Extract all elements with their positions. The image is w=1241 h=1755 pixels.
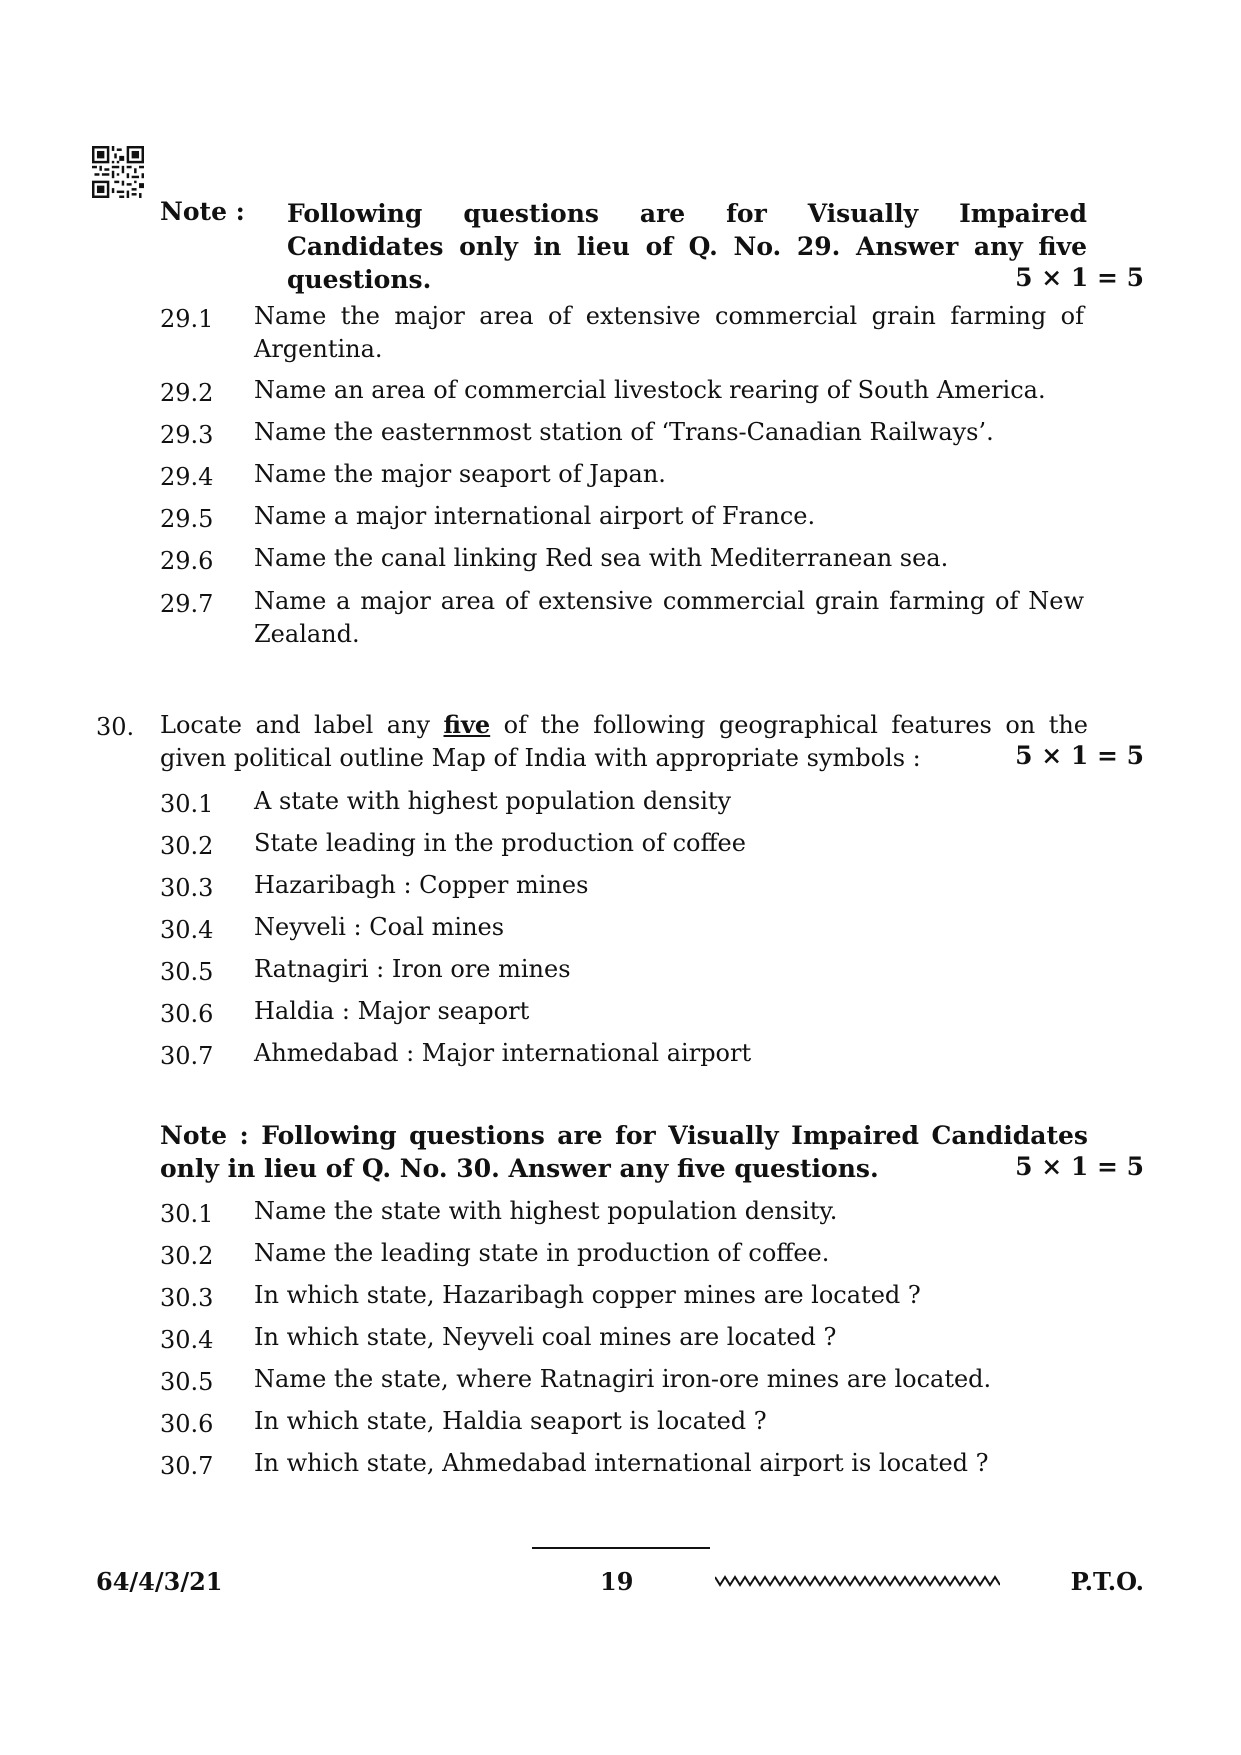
paper-code: 64/4/3/21: [96, 1567, 223, 1596]
question-text: In which state, Ahmedabad international airport is located ?: [254, 1449, 989, 1477]
question-number: 30.2: [160, 1242, 214, 1270]
question-30-emphasis: five: [443, 710, 491, 739]
question-number: 29.5: [160, 505, 214, 533]
question-number: 30.1: [160, 1200, 214, 1228]
question-number: 30.5: [160, 1368, 214, 1396]
question-number: 30.1: [160, 790, 214, 818]
question-text: Name a major international airport of France.: [254, 502, 816, 530]
question-text: In which state, Haldia seaport is located ?: [254, 1407, 767, 1435]
question-text: Ahmedabad : Major international airport: [254, 1039, 752, 1067]
note-30-text: Note : Following questions are for Visually Impaired Candidates only in lieu of Q. No. 30. Answer any five questions.: [160, 1121, 1088, 1183]
question-30-text-before: Locate and label any: [160, 711, 444, 739]
question-30-text: [160, 708, 1088, 775]
question-text: Haldia : Major seaport: [254, 997, 530, 1025]
question-number: 30.2: [160, 832, 214, 860]
question-number: 30.3: [160, 1284, 214, 1312]
question-text: Name a major area of extensive commercial grain farming of New Zealand.: [254, 587, 1084, 648]
question-text: In which state, Neyveli coal mines are located ?: [254, 1323, 837, 1351]
question-text: State leading in the production of coffee: [254, 829, 746, 857]
note-label: Note :: [160, 197, 245, 226]
question-number: 29.3: [160, 421, 214, 449]
question-text: A state with highest population density: [254, 787, 732, 815]
question-text: In which state, Hazaribagh copper mines are located ?: [254, 1281, 921, 1309]
question-text: Name the canal linking Red sea with Mediterranean sea.: [254, 544, 949, 572]
page-number: 19: [600, 1567, 634, 1596]
question-text: Name the state, where Ratnagiri iron-ore mines are located.: [254, 1365, 992, 1393]
question-text: Name the state with highest population density.: [254, 1197, 838, 1225]
question-number: 30.4: [160, 1326, 214, 1354]
question-text: Name the major area of extensive commercial grain farming of Argentina.: [254, 302, 1084, 363]
question-number: 30.6: [160, 1410, 214, 1438]
question-number: 30.7: [160, 1452, 214, 1480]
question-text: Name the easternmost station of ‘Trans-Canadian Railways’.: [254, 418, 994, 446]
question-30-text-after: of the following geographical features on the given political outline Map of India with appropriate symbols :: [160, 711, 1088, 772]
qr-code: [92, 146, 144, 198]
question-30-marks: 5 × 1 = 5: [1015, 741, 1144, 770]
note-29-marks: 5 × 1 = 5: [1015, 263, 1144, 292]
question-number: 29.7: [160, 590, 214, 618]
question-number: 29.6: [160, 547, 214, 575]
question-text: Hazaribagh : Copper mines: [254, 871, 589, 899]
question-number: 30.6: [160, 1000, 214, 1028]
question-number: 30.3: [160, 874, 214, 902]
question-30-number: 30.: [96, 713, 135, 741]
note-29-text: Following questions are for Visually Impaired Candidates only in lieu of Q. No. 29. Answer any five questions.: [287, 199, 1087, 294]
please-turn-over: P.T.O.: [1070, 1567, 1144, 1596]
question-number: 29.1: [160, 305, 214, 333]
question-text: Name an area of commercial livestock rearing of South America.: [254, 376, 1046, 404]
note-30-marks: 5 × 1 = 5: [1015, 1152, 1144, 1181]
question-number: 30.7: [160, 1042, 214, 1070]
question-text: Name the major seaport of Japan.: [254, 460, 666, 488]
question-text: Neyveli : Coal mines: [254, 913, 505, 941]
question-number: 30.4: [160, 916, 214, 944]
question-number: 30.5: [160, 958, 214, 986]
question-number: 29.2: [160, 379, 214, 407]
question-text: Name the leading state in production of coffee.: [254, 1239, 830, 1267]
footer-rule: [532, 1547, 710, 1549]
question-number: 29.4: [160, 463, 214, 491]
question-text: Ratnagiri : Iron ore mines: [254, 955, 571, 983]
wavy-line-decoration: [715, 1574, 1000, 1588]
